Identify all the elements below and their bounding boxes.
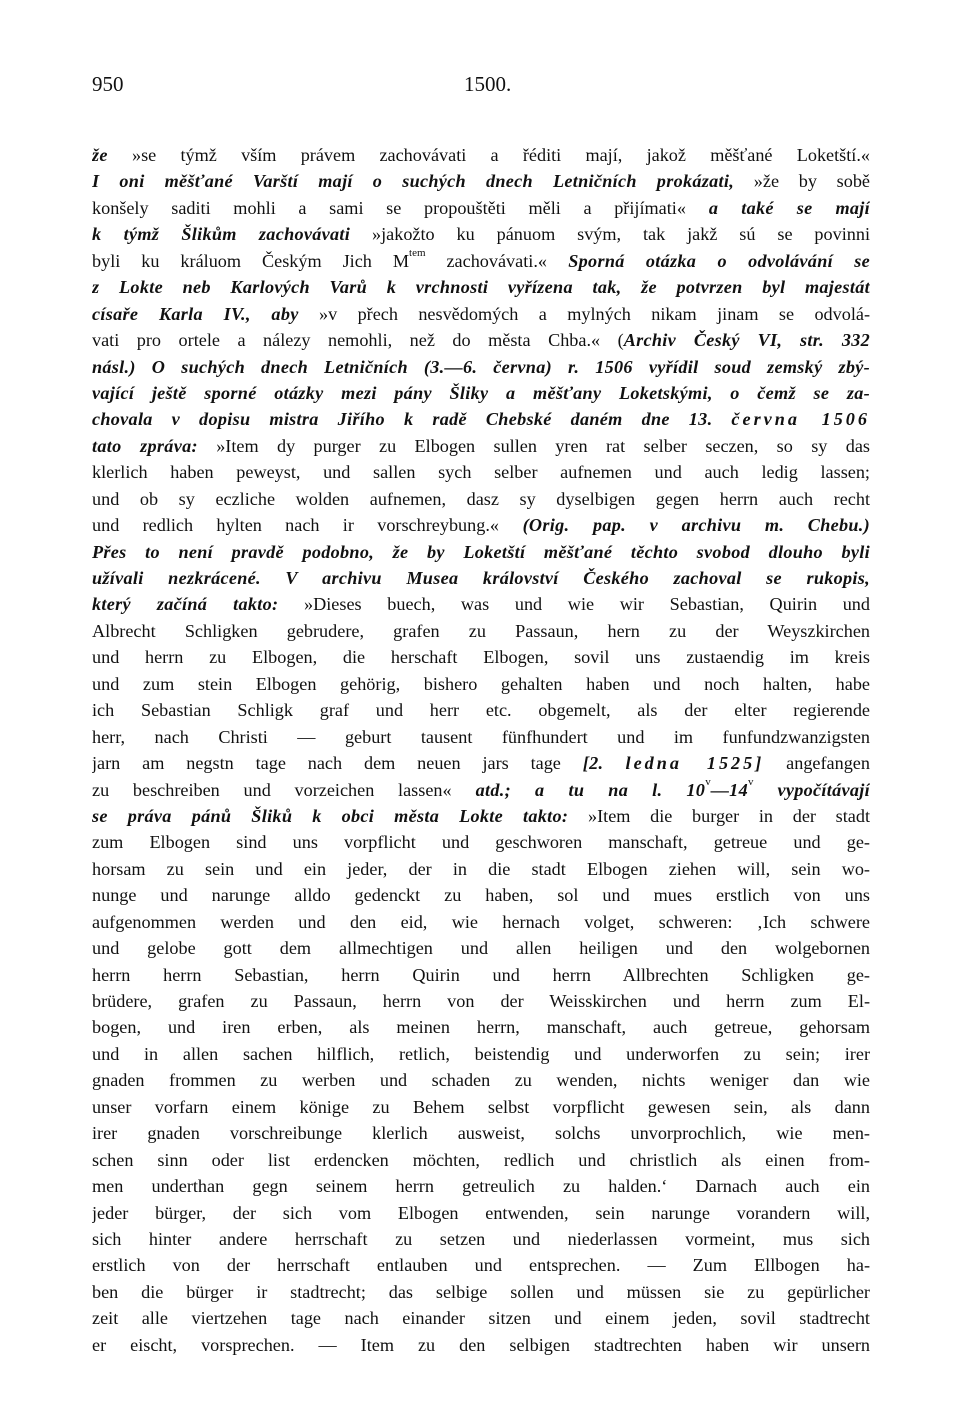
text-line [92,829,870,855]
text-run: herrn herrn Sebastian, herrn Quirin und herrn Allbrechten Schligken ge- [92,964,870,985]
text-run: nunge und narunge alldo gedenckt zu haben, sol und mues erstlich von uns [92,885,870,906]
text-line [92,274,870,300]
text-line [92,1094,870,1120]
text-run: vati pro ortele a nálezy nemohli, než do města Chba.« ( [92,330,624,351]
text-run: v [747,776,754,788]
text-line [92,644,870,670]
text-line [92,195,870,221]
text-run: und in allen sachen hilflich, retlich, beistendig und underworfen zu sein; irer [92,1043,870,1064]
text-run: gnaden frommen zu werben und schaden zu wenden, nichts weniger dan wie [92,1070,870,1091]
text-run: herr, nach Christi — geburt tausent fünfhundert und im funfundzwanzigsten [92,726,870,747]
text-line [92,1120,870,1146]
text-run: ben die bürger ir stadtrecht; das selbige sollen und müssen sie zu gepürlicher [92,1281,870,1302]
text-line [92,962,870,988]
text-run: jarn am negstn tage nach dem neuen jars tage [92,753,583,774]
text-run: vypočítávají [753,779,870,800]
text-run: ich Sebastian Schligk graf und herr etc. obgemelt, als der elter regierende [92,700,870,721]
text-line [92,142,870,168]
text-run: schen sinn oder list erdencken möchten, redlich und christlich als einen from- [92,1149,870,1170]
text-run: horsam zu sein und ein jeder, der in die stadt Elbogen ziehen will, sein wo- [92,858,870,879]
text-run: aby [250,303,299,324]
text-line [92,697,870,723]
text-run: aufgenommen werden und den eid, wie hernach volget, schweren: ‚Ich schwere [92,911,870,932]
text-run: »v přech nesvědomých a mylných nikam jinam se odvolá- [298,303,870,324]
text-line [92,406,870,432]
text-run: Přes to není pravdě podobno, že by Loketští měšťané těchto svobod dlouho byli [92,541,870,562]
text-run: ledna 1525] [625,753,765,774]
text-run: zachovávati.« [425,250,547,271]
text-run: und gelobe gott dem allmechtigen und allen heiligen und den wolgebornen [92,938,870,959]
text-run: »se týmž vším právem zachovávati a řéditi mají, jakož měšťané Loketští.« [107,145,870,165]
text-run: násl.) O suchých dnech Letničních (3.—6. června) r. 1506 vyřídil soud zemský zbý- [92,356,870,377]
text-run: erstlich von der herrschaft entlauben und entsprechen. — Zum Ellbogen ha- [92,1255,870,1276]
text-run: zu beschreiben und vorzeichen lassen« [92,779,452,800]
text-line [92,327,870,353]
text-line [92,459,870,485]
text-run: chovala v dopisu mistra Jiřího k radě Chebské daném dne 13. [92,409,732,430]
text-line [92,1067,870,1093]
text-run: císaře Karla IV., [92,303,251,324]
text-run: se práva pánů Šliků k obci města Lokte takto: [92,805,569,826]
text-line [92,248,870,274]
text-run: že [92,145,108,165]
text-run: užívali nezkrácené. V archivu Musea království Českého zachoval se rukopis, [92,568,870,588]
text-line [92,486,870,512]
text-run: Albrecht Schligken gebrudere, grafen zu Passaun, hern zu der Weyszkirchen [92,620,870,641]
text-run: irer gnaden vorschreibunge klerlich ausweist, solchs unvorprochlich, wie men- [92,1123,870,1144]
text-line [92,909,870,935]
text-run: er eischt, vorsprechen. — Item zu den selbigen stadtrechten haben wir unsern [92,1334,870,1355]
text-line [92,1226,870,1252]
text-run: I oni měšťané Varští mají o suchých dnech Letničních prokázati, [92,171,735,192]
text-line [92,380,870,406]
text-run: v [705,776,711,788]
text-line [92,1305,870,1331]
text-line [92,935,870,961]
text-run: angefangen [764,753,870,774]
text-line [92,1332,870,1358]
text-line [92,1041,870,1067]
text-run: und zum stein Elbogen gehörig, bishero gehalten haben und noch halten, habe [92,673,870,694]
text-run: byli ku králuom Českým Jich M [92,250,410,271]
text-run: zum Elbogen sind uns vorpflicht und geschworen manschaft, getreue und ge- [92,832,870,853]
text-run: [2. [582,753,626,774]
text-line [92,1173,870,1199]
text-run: a také se mají [685,197,870,218]
body-text [92,142,870,1358]
text-run: sich hinter andere herrschaft zu setzen und niederlassen vormeint, mus sich [92,1228,870,1249]
text-run: brüdere, grafen zu Passaun, herrn von der Weisskirchen und herrn zum El- [92,991,870,1011]
text-line [92,1014,870,1040]
text-line [92,1147,870,1173]
text-line [92,618,870,644]
text-run: jeder bürger, der sich vom Elbogen entwenden, sein narunge vorandern will, [92,1202,870,1223]
text-run: k týmž Šlikům zachovávati [92,224,351,245]
text-run: »Item dy purger zu Elbogen sullen yren rat selber seczen, so sy das [197,435,870,456]
text-run: und herrn zu Elbogen, die herschaft Elbogen, sovil uns zustaendig im kreis [92,647,870,668]
text-line [92,724,870,750]
text-line [92,565,870,591]
text-run: atd.; a tu na l. 10 [451,779,706,800]
text-line [92,433,870,459]
text-run: června 1506 [731,409,870,430]
running-header [92,72,872,106]
text-line [92,539,870,565]
text-run: Archiv Český VI, str. 332 [623,330,870,351]
text-line [92,512,870,538]
text-line [92,354,870,380]
text-run: »Item die burger in der stadt [568,805,870,826]
text-run: Sporná otázka o odvolávání se [546,250,870,271]
text-run: bogen, und iren erben, als meinen herrn, manschaft, auch getreue, gehorsam [92,1017,870,1038]
text-run: zeit alle viertzehen tage nach einander sitzen und einem jeden, sovil stadtrecht [92,1308,870,1329]
text-run: z Lokte neb Karlových Varů k vrchnosti vyřízena tak, že potvrzen byl majestát [92,277,870,298]
text-run: und ob sy eczliche wolden aufnemen, dasz sy dyselbigen gegen herrn auch recht [92,488,870,509]
text-run: vající ještě sporné otázky mezi pány Šliky a měšťany Loketskými, o čemž se za- [92,382,870,403]
text-line [92,1200,870,1226]
text-line [92,803,870,829]
text-line [92,882,870,908]
text-line [92,301,870,327]
text-run: konšely saditi mohli a sami se propouštěti měli a přijímati« [92,197,686,218]
text-line [92,1279,870,1305]
text-line [92,988,870,1014]
text-run: klerlich haben peweyst, und sallen sych selber aufnemen und auch ledig lassen; [92,462,870,483]
text-run: unser vorfarn einem könige zu Behem selbst vorpflicht gewesen sein, als dann [92,1096,870,1117]
text-line [92,856,870,882]
page-number: 950 [92,72,124,96]
running-head-year: 1500. [464,72,512,96]
text-run: »Dieses buech, was und wie wir Sebastian, Quirin und [278,594,870,615]
text-run: und redlich hylten nach ir vorschreybung.« [92,515,499,536]
text-run: »jakožto ku pánuom svým, tak jakž sú se povinni [350,224,870,245]
text-line [92,777,870,803]
text-line [92,671,870,697]
text-run: men underthan gegn seinem herrn getreulich zu halden.‘ Darnach auch ein [92,1176,870,1197]
text-line [92,221,870,247]
text-run: tem [409,247,426,259]
text-run: »že by sobě [734,171,870,192]
text-line [92,750,870,776]
text-run: (Orig. pap. v archivu m. Chebu.) [498,515,870,536]
text-line [92,1252,870,1278]
text-run: —14 [710,779,748,800]
text-line [92,591,870,617]
text-run: který začíná takto: [92,594,279,615]
text-run: tato zpráva: [92,435,198,456]
text-line [92,168,870,194]
